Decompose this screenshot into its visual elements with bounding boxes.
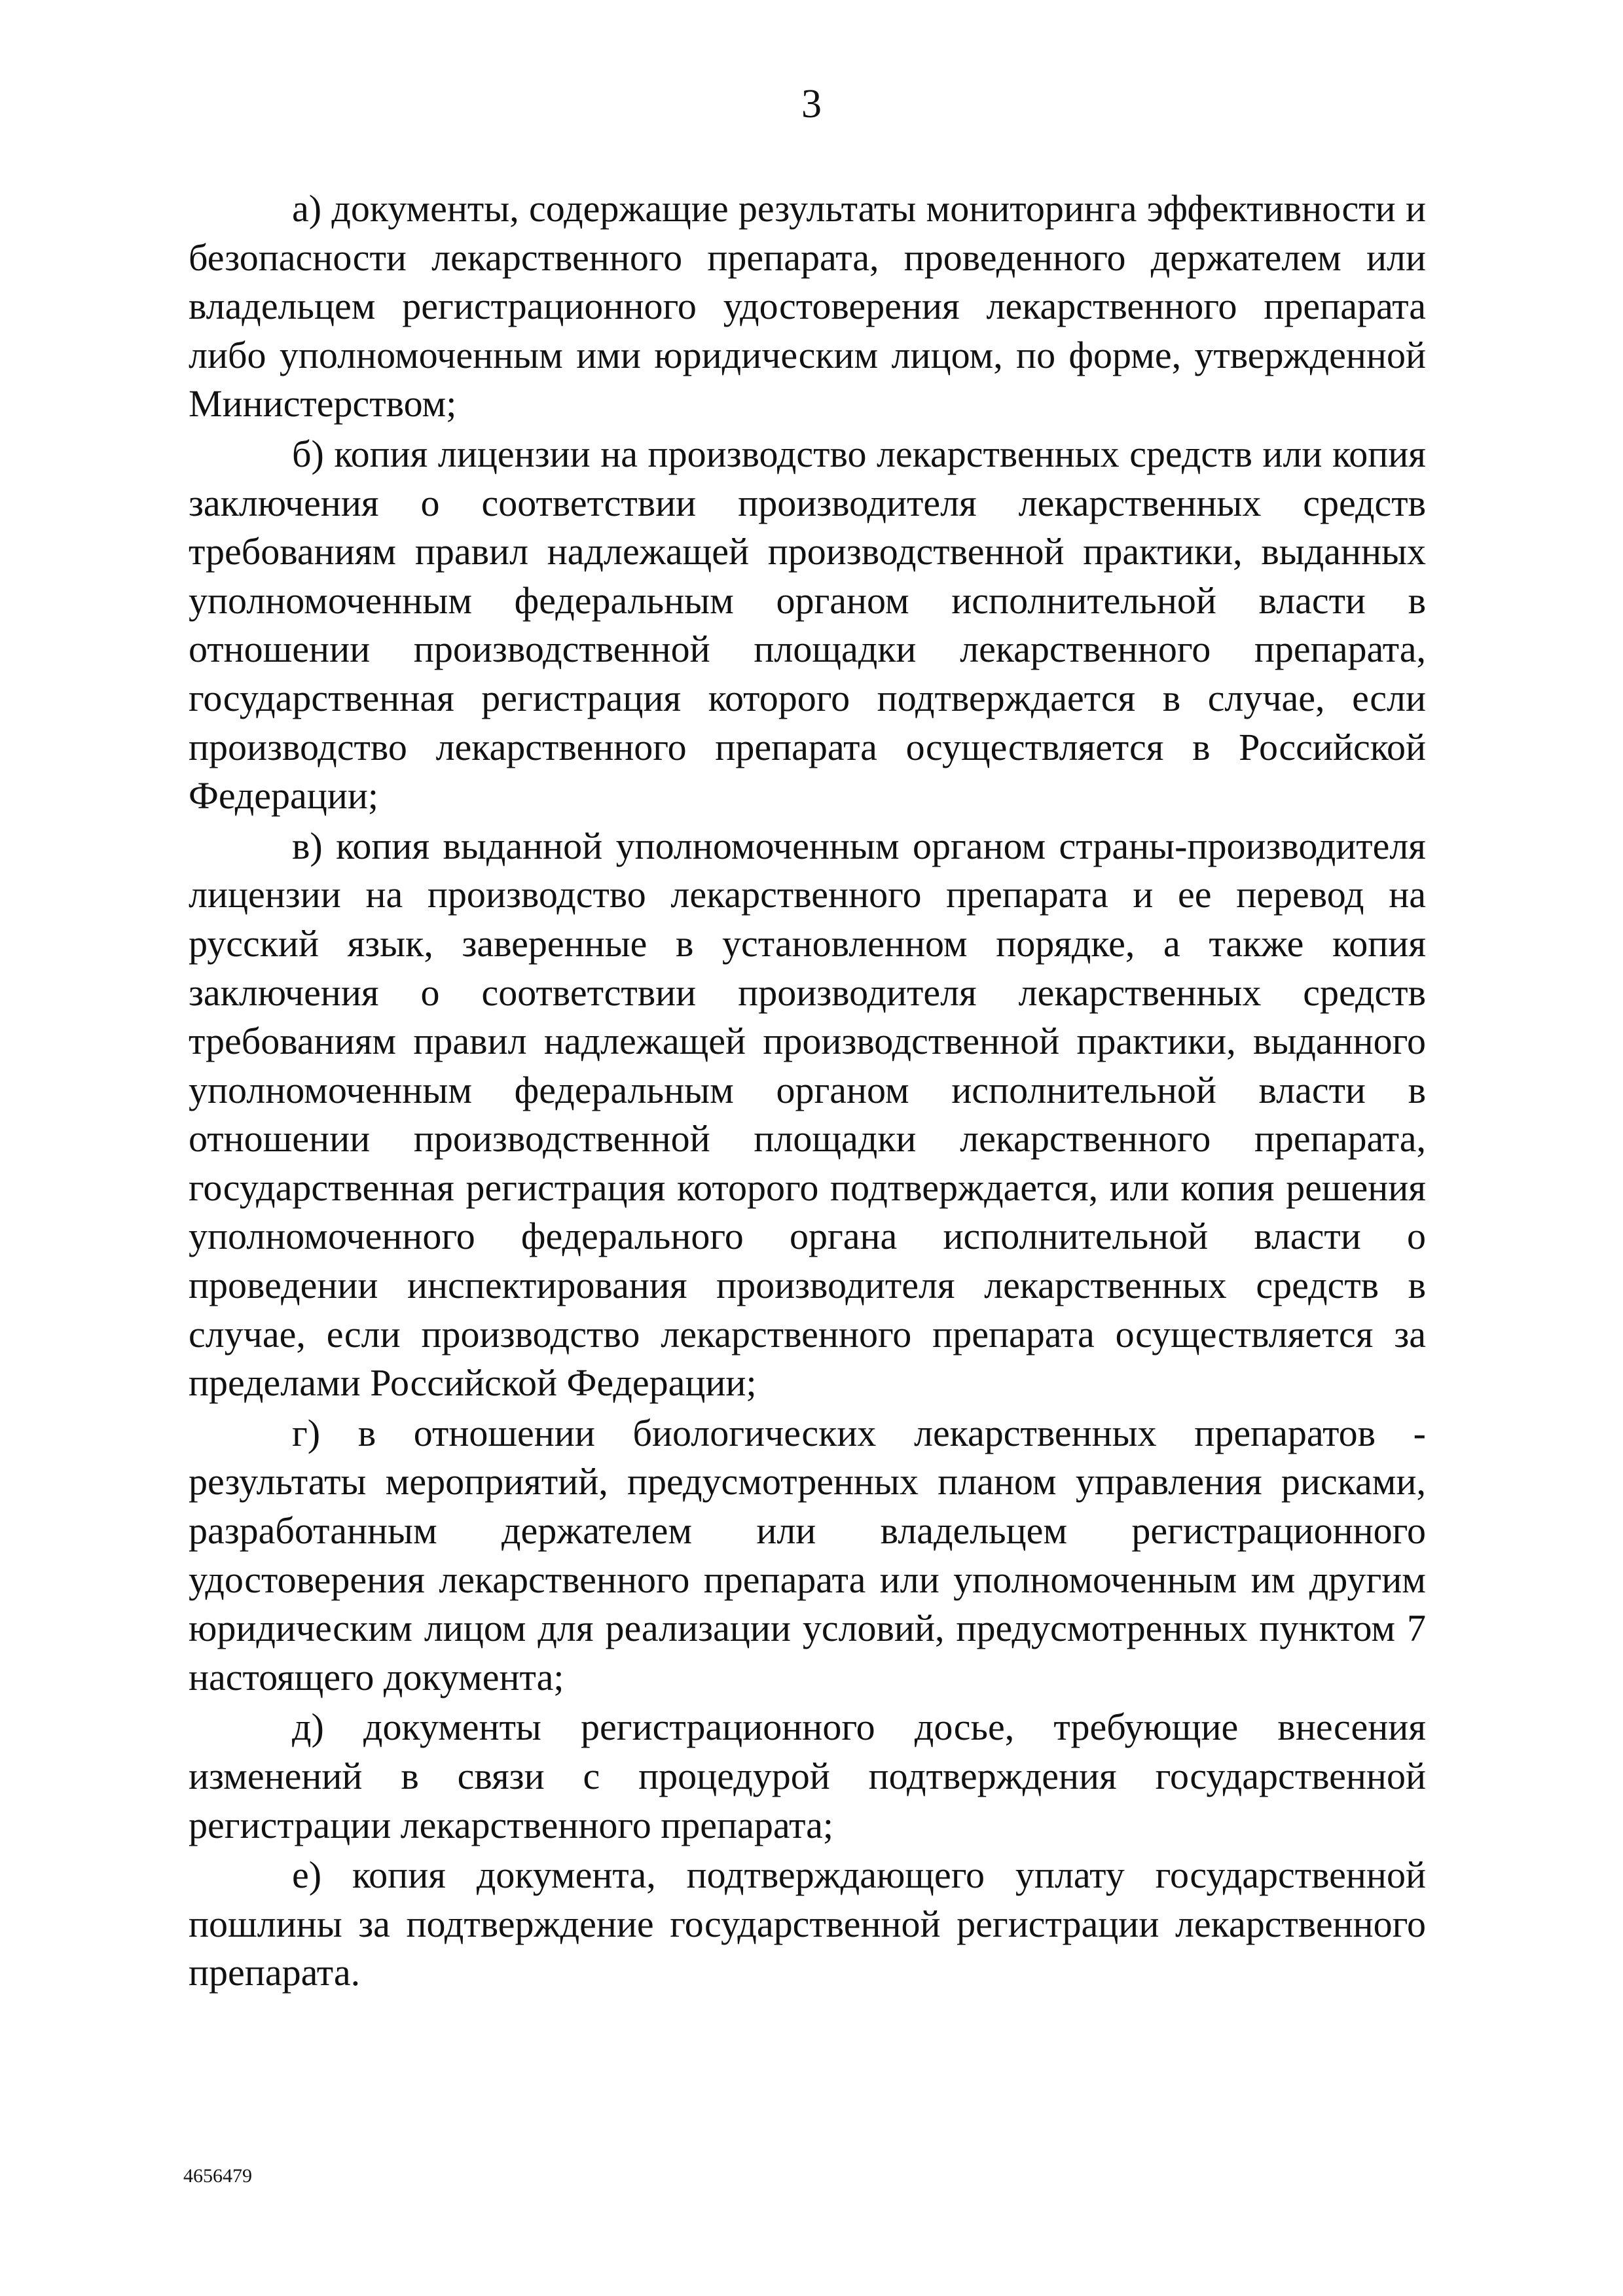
paragraph-d: д) документы регистрационного досье, требующие внесения изменений в связи с процедурой подтверждения государственной регистрации лекарственного препарата; — [189, 1706, 1426, 1846]
document-id: 4656479 — [183, 2165, 252, 2187]
page-number: 3 — [801, 82, 822, 126]
paragraph-b: б) копия лицензии на производство лекарственных средств или копия заключения о соответствии производителя лекарственных средств требованиям правил надлежащей производственной практики, выданных уполномоченным федеральным органом исполнительной власти в отношении производственной площадки лекарственного препарата, государственная регистрация которого подтверждается в случае, если производство лекарственного препарата осуществляется в Российской Федерации; — [189, 432, 1426, 817]
paragraph-e: е) копия документа, подтверждающего уплату государственной пошлины за подтверждение государственной регистрации лекарственного препарата. — [189, 1854, 1426, 1994]
paragraph-g: г) в отношении биологических лекарственных препаратов - результаты мероприятий, предусмотренных планом управления рисками, разработанным держателем или владельцем регистрационного удостоверения лекарственного препарата или уполномоченным им другим юридическим лицом для реализации условий, предусмотренных пунктом 7 настоящего документа; — [189, 1411, 1426, 1698]
document-body — [189, 185, 1426, 1999]
paragraph-a: а) документы, содержащие результаты мониторинга эффективности и безопасности лекарственного препарата, проведенного держателем или владельцем регистрационного удостоверения лекарственного препарата либо уполномоченным ими юридическим лицом, по форме, утвержденной Министерством; — [189, 187, 1426, 425]
paragraph-v: в) копия выданной уполномоченным органом страны-производителя лицензии на производство лекарственного препарата и ее перевод на русский язык, заверенные в установленном порядке, а также копия заключения о соответствии производителя лекарственных средств требованиям правил надлежащей производственной практики, выданного уполномоченным федеральным органом исполнительной власти в отношении производственной площадки лекарственного препарата, государственная регистрация которого подтверждается, или копия решения уполномоченного федерального органа исполнительной власти о проведении инспектирования производителя лекарственных средств в случае, если производство лекарственного препарата осуществляется за пределами Российской Федерации; — [189, 824, 1426, 1405]
